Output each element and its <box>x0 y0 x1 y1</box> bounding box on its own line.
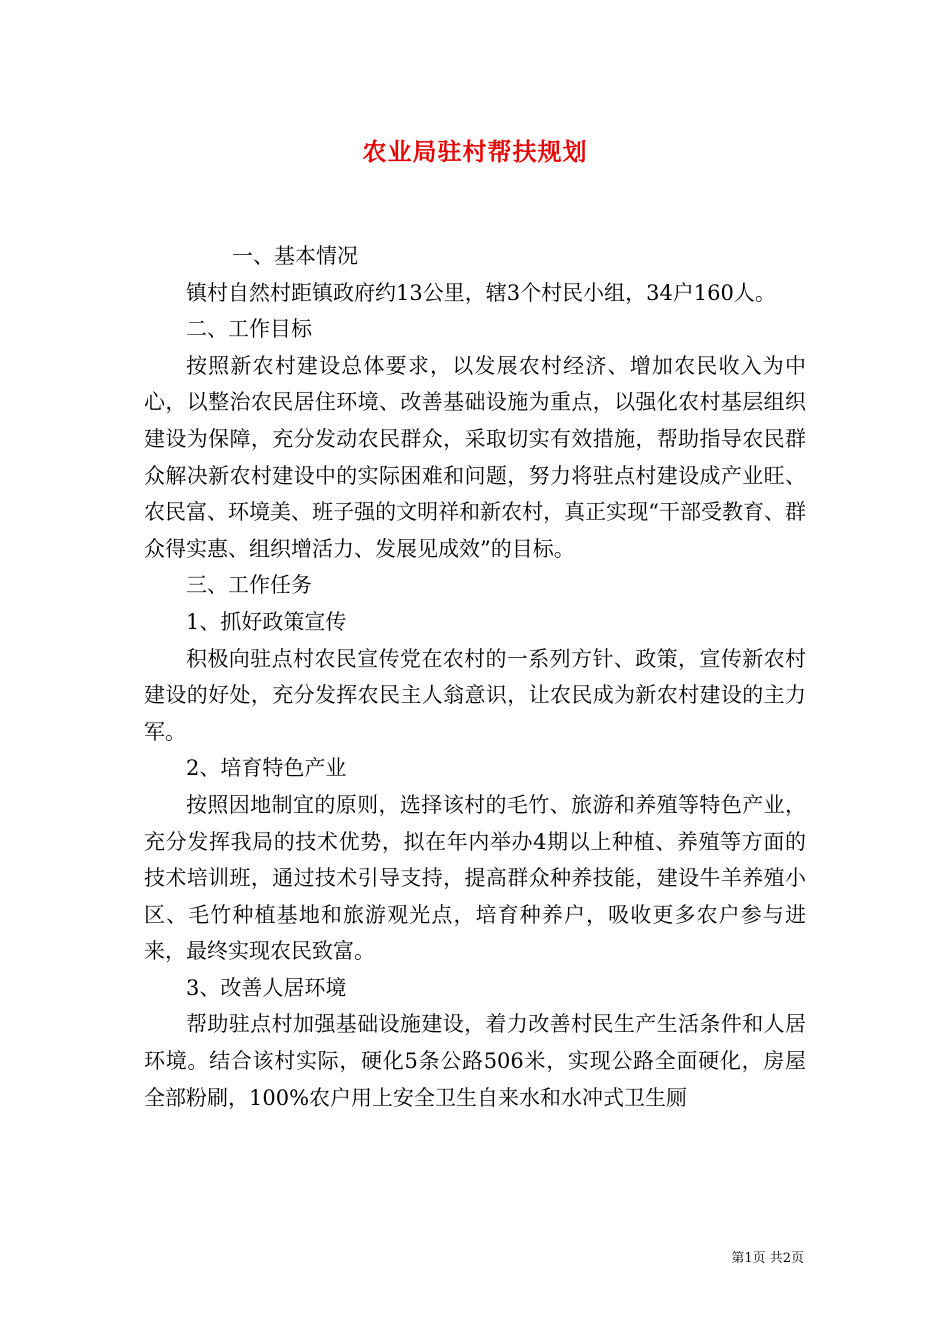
paragraph-work-goals: 按照新农村建设总体要求，以发展农村经济、增加农民收入为中心，以整治农民居住环境、改善基础设施为重点，以强化农村基层组织建设为保障，充分发动农民群众，采取切实有效措施，帮助指导农民群众解决新农村建设中的实际困难和问题，努力将驻点村建设成产业旺、农民富、环境美、班子强的文明祥和新农村，真正实现“干部受教育、群众得实惠、组织增活力、发展见成效”的目标。 <box>144 353 806 561</box>
paragraph-basic-situation: 镇村自然村距镇政府约13公里，辖3个村民小组，34户160人。 <box>186 280 776 305</box>
heading-work-tasks: 三、工作任务 <box>186 573 312 598</box>
paragraph-characteristic-industry: 按照因地制宜的原则，选择该村的毛竹、旅游和养殖等特色产业，充分发挥我局的技术优势，拟在年内举办4期以上种植、养殖等方面的技术培训班，通过技术引导支持，提高群众种养技能，建设牛羊养殖小区、毛竹种植基地和旅游观光点，培育种养户，吸收更多农户参与进来，最终实现农民致富。 <box>144 792 806 964</box>
subheading-characteristic-industry: 2、培育特色产业 <box>186 756 347 781</box>
paragraph-living-environment: 帮助驻点村加强基础设施建设，着力改善村民生产生活条件和人居环境。结合该村实际，硬化5条公路506米，实现公路全面硬化，房屋全部粉刷，100%农户用上安全卫生自来水和水冲式卫生厕 <box>144 1012 806 1110</box>
heading-basic-situation: 一、基本情况 <box>232 244 358 268</box>
paragraph-policy-promotion: 积极向驻点村农民宣传党在农村的一系列方针、政策，宣传新农村建设的好处，充分发挥农民主人翁意识，让农民成为新农村建设的主力军。 <box>144 646 806 744</box>
page-number-footer: 第1页 共2页 <box>731 1251 804 1266</box>
subheading-policy-promotion: 1、抓好政策宣传 <box>186 609 347 634</box>
heading-work-goals: 二、工作目标 <box>186 317 312 342</box>
subheading-living-environment: 3、改善人居环境 <box>186 975 347 1000</box>
document-title: 农业局驻村帮扶规划 <box>362 137 588 166</box>
document-body <box>144 238 806 1116</box>
